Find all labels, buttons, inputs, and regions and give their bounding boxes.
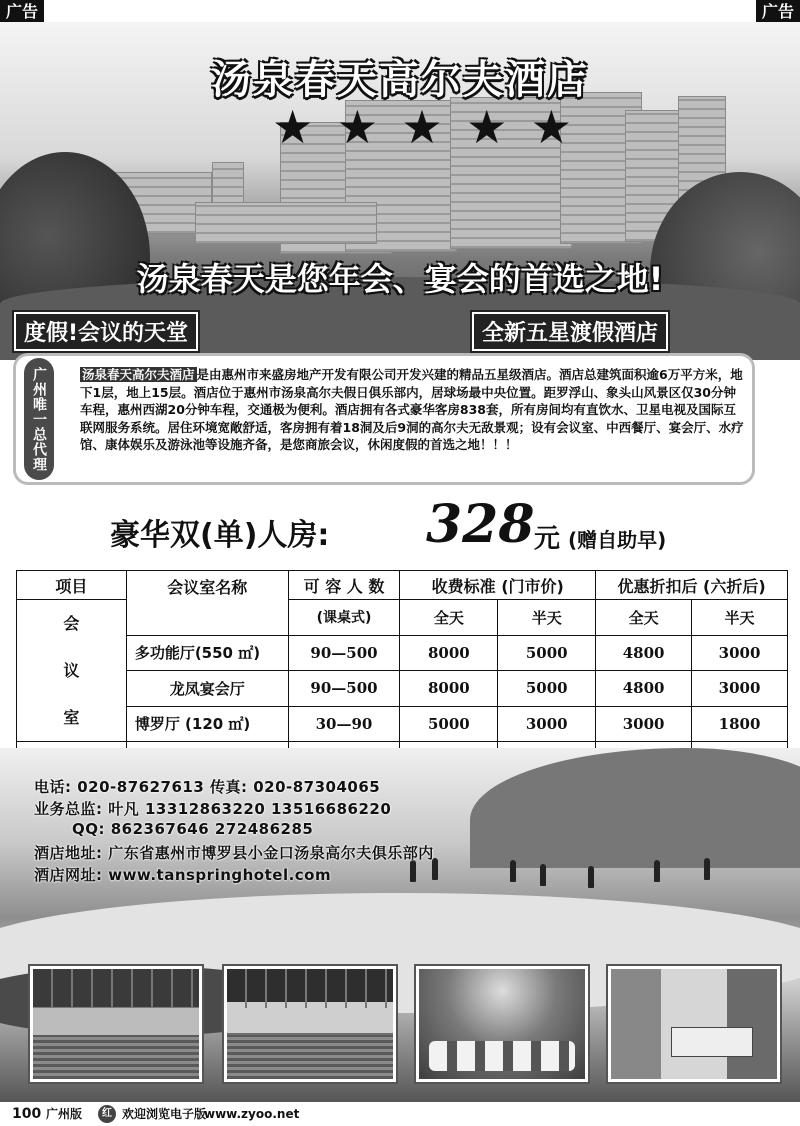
photo-spa-pool (224, 966, 396, 1082)
table-row (17, 671, 788, 707)
item-char: 室 (63, 708, 80, 727)
room-name: 博罗厅 (120 ㎡) (126, 706, 288, 742)
contact-website: 酒店网址: www.tanspringhotel.com (34, 866, 332, 884)
header-room-name: 会议室名称 (126, 571, 288, 636)
hotel-hero-image (0, 22, 800, 360)
room-price-amount: 328 (426, 494, 535, 555)
star-icon: ★ (336, 100, 378, 154)
room-price-unit: 元 (534, 524, 561, 554)
rate-full: 5000 (400, 706, 498, 742)
header-discount: 优惠折扣后 (六折后) (596, 571, 788, 600)
photo-guest-room (608, 966, 780, 1082)
edition-label: 广州版 (46, 1107, 83, 1121)
hotel-title: 汤泉春天高尔夫酒店 (211, 57, 589, 103)
contact-phone-fax: 电话: 020-87627613 传真: 020-87304065 (34, 778, 381, 796)
contact-manager: 业务总监: 叶凡 13312863220 13516686220 (34, 800, 392, 818)
agent-side-label: 广州唯一总代理 (24, 358, 54, 480)
star-icon: ★ (530, 100, 572, 154)
photo-indoor-pool (30, 966, 202, 1082)
disc-full: 3000 (596, 706, 692, 742)
room-name: 龙凤宴会厅 (126, 671, 288, 707)
magazine-logo-icon: 红 (98, 1105, 116, 1123)
room-capacity: 30—90 (288, 706, 400, 742)
intro-hotel-name: 汤泉春天高尔夫酒店 (82, 367, 195, 382)
photo-banquet-hall (416, 966, 588, 1082)
room-price-label: 豪华双(单)人房: (110, 518, 330, 553)
star-icon: ★ (401, 100, 443, 154)
welcome-text: 欢迎浏览电子版 (122, 1107, 207, 1121)
footer-website-link[interactable]: www.zyoo.net (204, 1107, 300, 1121)
disc-full: 4800 (596, 635, 692, 671)
header-capacity: 可 容 人 数 (288, 571, 400, 600)
rate-half: 5000 (498, 635, 596, 671)
disc-half: 1800 (692, 706, 788, 742)
room-capacity: 90—500 (288, 635, 400, 671)
rate-full: 8000 (400, 671, 498, 707)
badge-five-star-resort: 全新五星渡假酒店 (472, 312, 668, 351)
disc-half: 3000 (692, 635, 788, 671)
hero-slogan: 汤泉春天是您年会、宴会的首选之地! (136, 260, 664, 298)
header-rate-half: 半天 (498, 600, 596, 636)
intro-text (80, 366, 748, 454)
item-char: 会 (63, 614, 80, 633)
item-meeting-room (17, 600, 127, 742)
header-item: 项目 (17, 571, 127, 600)
header-rate-full: 全天 (400, 600, 498, 636)
star-icon: ★ (466, 100, 508, 154)
ad-tag-right: 广告 (756, 0, 800, 24)
room-capacity: 90—500 (288, 671, 400, 707)
star-icon: ★ (272, 100, 314, 154)
disc-full: 4800 (596, 671, 692, 707)
rate-full: 8000 (400, 635, 498, 671)
room-price-note: (赠自助早) (568, 528, 667, 552)
room-name: 多功能厅(550 ㎡) (126, 635, 288, 671)
page-footer (0, 1102, 800, 1126)
page-number: 100 (12, 1106, 42, 1122)
header-disc-half: 半天 (692, 600, 788, 636)
table-row (17, 706, 788, 742)
header-disc-full: 全天 (596, 600, 692, 636)
disc-half: 3000 (692, 671, 788, 707)
item-char: 议 (63, 661, 80, 680)
header-rate: 收费标准 (门市价) (400, 571, 596, 600)
badge-resort-meeting: 度假!会议的天堂 (14, 312, 198, 351)
meeting-room-table (16, 570, 788, 771)
contact-qq: QQ: 862367646 272486285 (72, 820, 314, 838)
contact-address: 酒店地址: 广东省惠州市博罗县小金口汤泉高尔夫俱乐部内 (34, 844, 434, 862)
rate-half: 5000 (498, 671, 596, 707)
rate-half: 3000 (498, 706, 596, 742)
header-capacity-sub: (课桌式) (288, 600, 400, 636)
five-star-rating (272, 100, 572, 154)
ad-tag-left: 广告 (0, 0, 44, 24)
intro-description: 是由惠州市来盛房地产开发有限公司开发兴建的精品五星级酒店。酒店总建筑面积逾6万平方米，地下1层，地上15层。酒店位于惠州市汤泉高尔夫假日俱乐部内，居球场最中央位置。距罗浮山、象头山风景区仅30分钟车程，惠州西湖20分钟车程，交通极为便利。酒店拥有各式豪华客房838套，所有房间均有直饮水、卫星电视及国际互联网服务系统。居住环境宽敞舒适，客房拥有着18洞及后9洞的高尔夫无敌景观；设有会议室、中西餐厅、宴会厅、水疗馆、康体娱乐及游泳池等设施齐备，是您商旅会议，休闲度假的首选之地！！！ (80, 367, 744, 452)
table-row (17, 635, 788, 671)
